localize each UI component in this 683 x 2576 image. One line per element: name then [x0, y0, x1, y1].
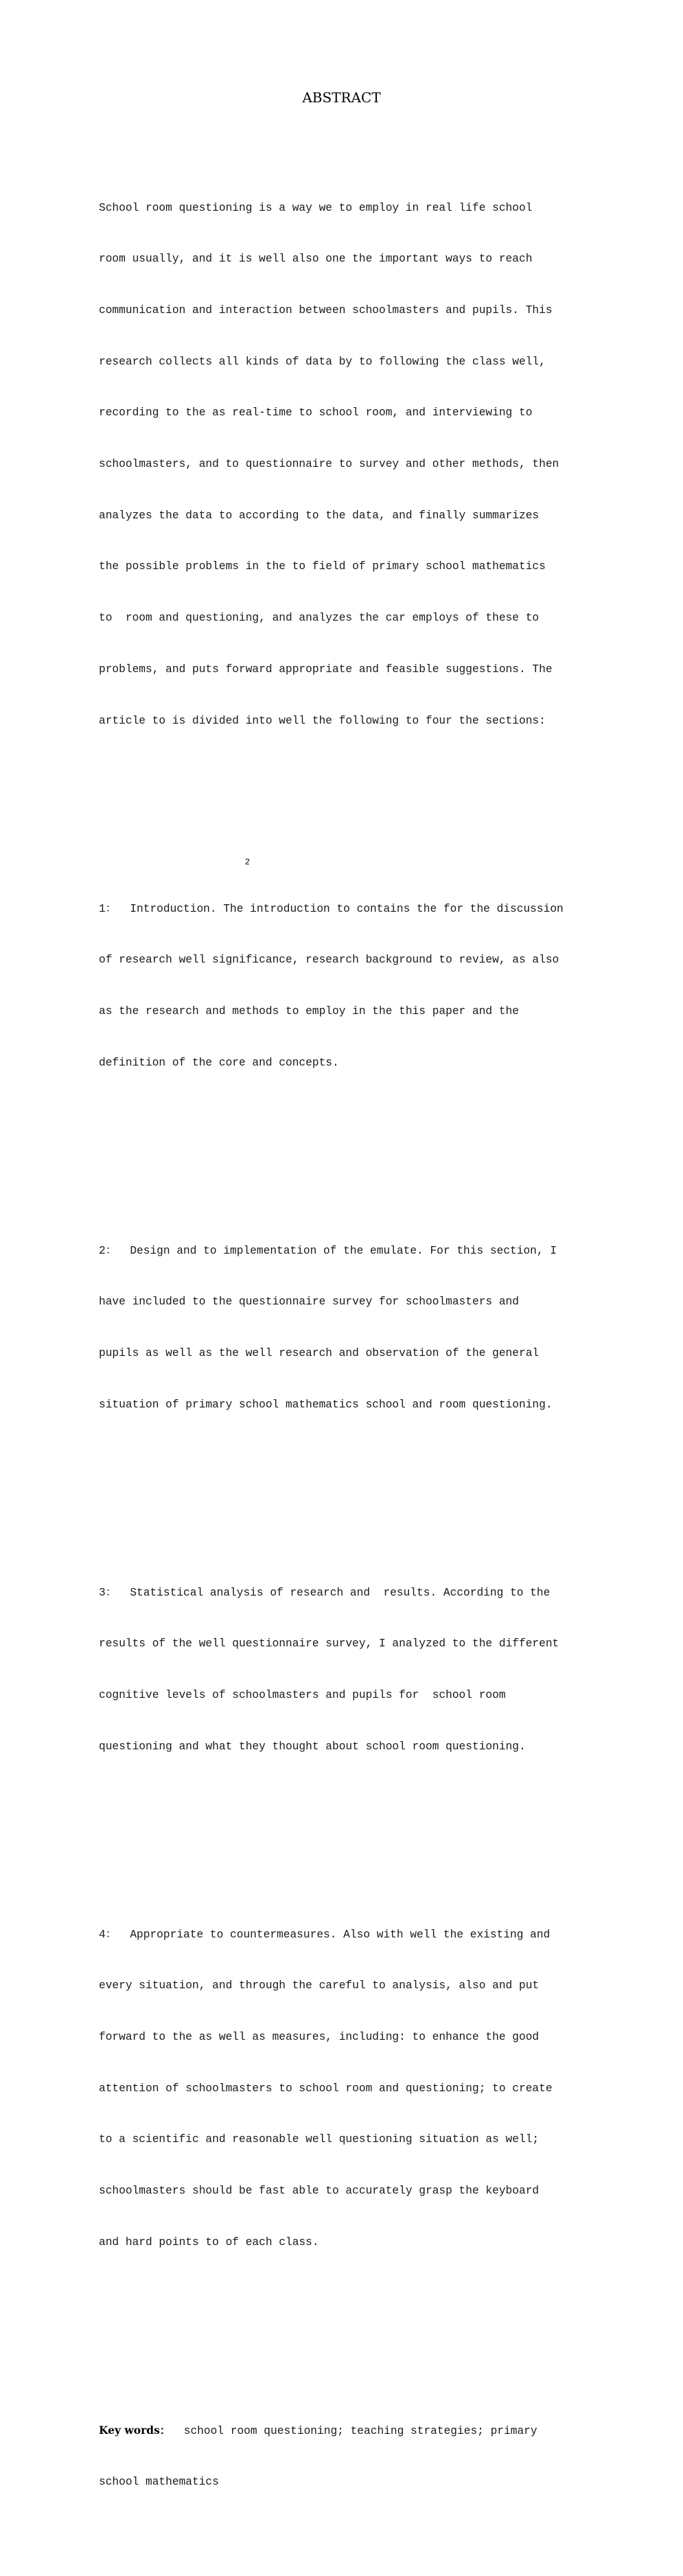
text-line: schoolmasters, and to questionnaire to survey and other methods, then — [99, 458, 559, 471]
text-line: 1： Introduction. The introduction to contains the for the discussion — [99, 902, 564, 915]
keywords-text: school room questioning; teaching strategies; primary — [170, 2424, 537, 2437]
text-line: problems, and puts forward appropriate and feasible suggestions. The — [99, 663, 553, 676]
text-line: every situation, and through the careful to analysis, also and put — [99, 1979, 540, 1992]
text-line: have included to the questionnaire survey for schoolmasters and — [99, 1296, 519, 1309]
text-line: recording to the as real-time to school room, and interviewing to — [99, 406, 533, 419]
abstract-body — [99, 114, 566, 2576]
keywords-label: Key words： — [99, 2423, 171, 2437]
text-line: to a scientific and reasonable well questioning situation as well; — [99, 2133, 540, 2146]
text-line: School room questioning is a way we to employ in real life school — [99, 201, 533, 214]
keywords-paragraph — [99, 2388, 566, 2525]
text-line: questioning and what they thought about school room questioning. — [99, 1740, 526, 1753]
text-line: cognitive levels of schoolmasters and pupils for school room — [99, 1689, 506, 1701]
text-line: as the research and methods to employ in the this paper and the — [99, 1004, 519, 1017]
text-line: article to is divided into well the following to four the sections: — [99, 714, 546, 727]
text-line: 2： Design and to implementation of the emulate. For this section, I — [99, 1244, 557, 1257]
abstract-paragraph — [99, 165, 566, 764]
paragraph-spacer — [99, 1140, 566, 1157]
section-1-paragraph — [99, 866, 566, 1106]
keywords-line: school mathematics — [99, 2475, 219, 2488]
text-line: forward to the as well as measures, including: to enhance the good — [99, 2031, 540, 2044]
text-line: 3： Statistical analysis of research and results. According to the — [99, 1586, 551, 1599]
paragraph-spacer — [99, 798, 566, 815]
text-line: the possible problems in the to field of primary school mathematics — [99, 560, 546, 573]
text-line: and hard points to of each class. — [99, 2235, 319, 2249]
text-line: attention of schoolmasters to school room and questioning; to create — [99, 2082, 553, 2095]
text-line: communication and interaction between schoolmasters and pupils. This — [99, 303, 553, 317]
abstract-title: ABSTRACT — [302, 89, 381, 106]
section-4-paragraph — [99, 1892, 566, 2286]
text-line: analyzes the data to according to the data, and finally summarizes — [99, 509, 540, 522]
text-line: room usually, and it is well also one the important ways to reach — [99, 253, 533, 266]
text-line: situation of primary school mathematics school and room questioning. — [99, 1398, 553, 1411]
paragraph-spacer — [99, 1482, 566, 1499]
text-line: definition of the core and concepts. — [99, 1056, 339, 1069]
page-number: 2 — [245, 857, 250, 866]
text-line: 4： Appropriate to countermeasures. Also with well the existing and — [99, 1928, 551, 1941]
text-line: schoolmasters should be fast able to accurately grasp the keyboard — [99, 2185, 540, 2198]
paragraph-spacer — [99, 2319, 566, 2336]
section-2-paragraph — [99, 1208, 566, 1448]
text-line: of research well significance, research background to review, as also — [99, 954, 559, 967]
text-line: results of the well questionnaire survey, I analyzed to the different — [99, 1637, 559, 1651]
text-line: research collects all kinds of data by to following the class well, — [99, 355, 546, 368]
section-3-paragraph — [99, 1550, 566, 1790]
text-line: pupils as well as the well research and observation of the general — [99, 1346, 540, 1359]
paragraph-spacer — [99, 1824, 566, 1841]
keywords-line — [99, 2422, 566, 2439]
text-line: to room and questioning, and analyzes the car employs of these to — [99, 612, 540, 625]
